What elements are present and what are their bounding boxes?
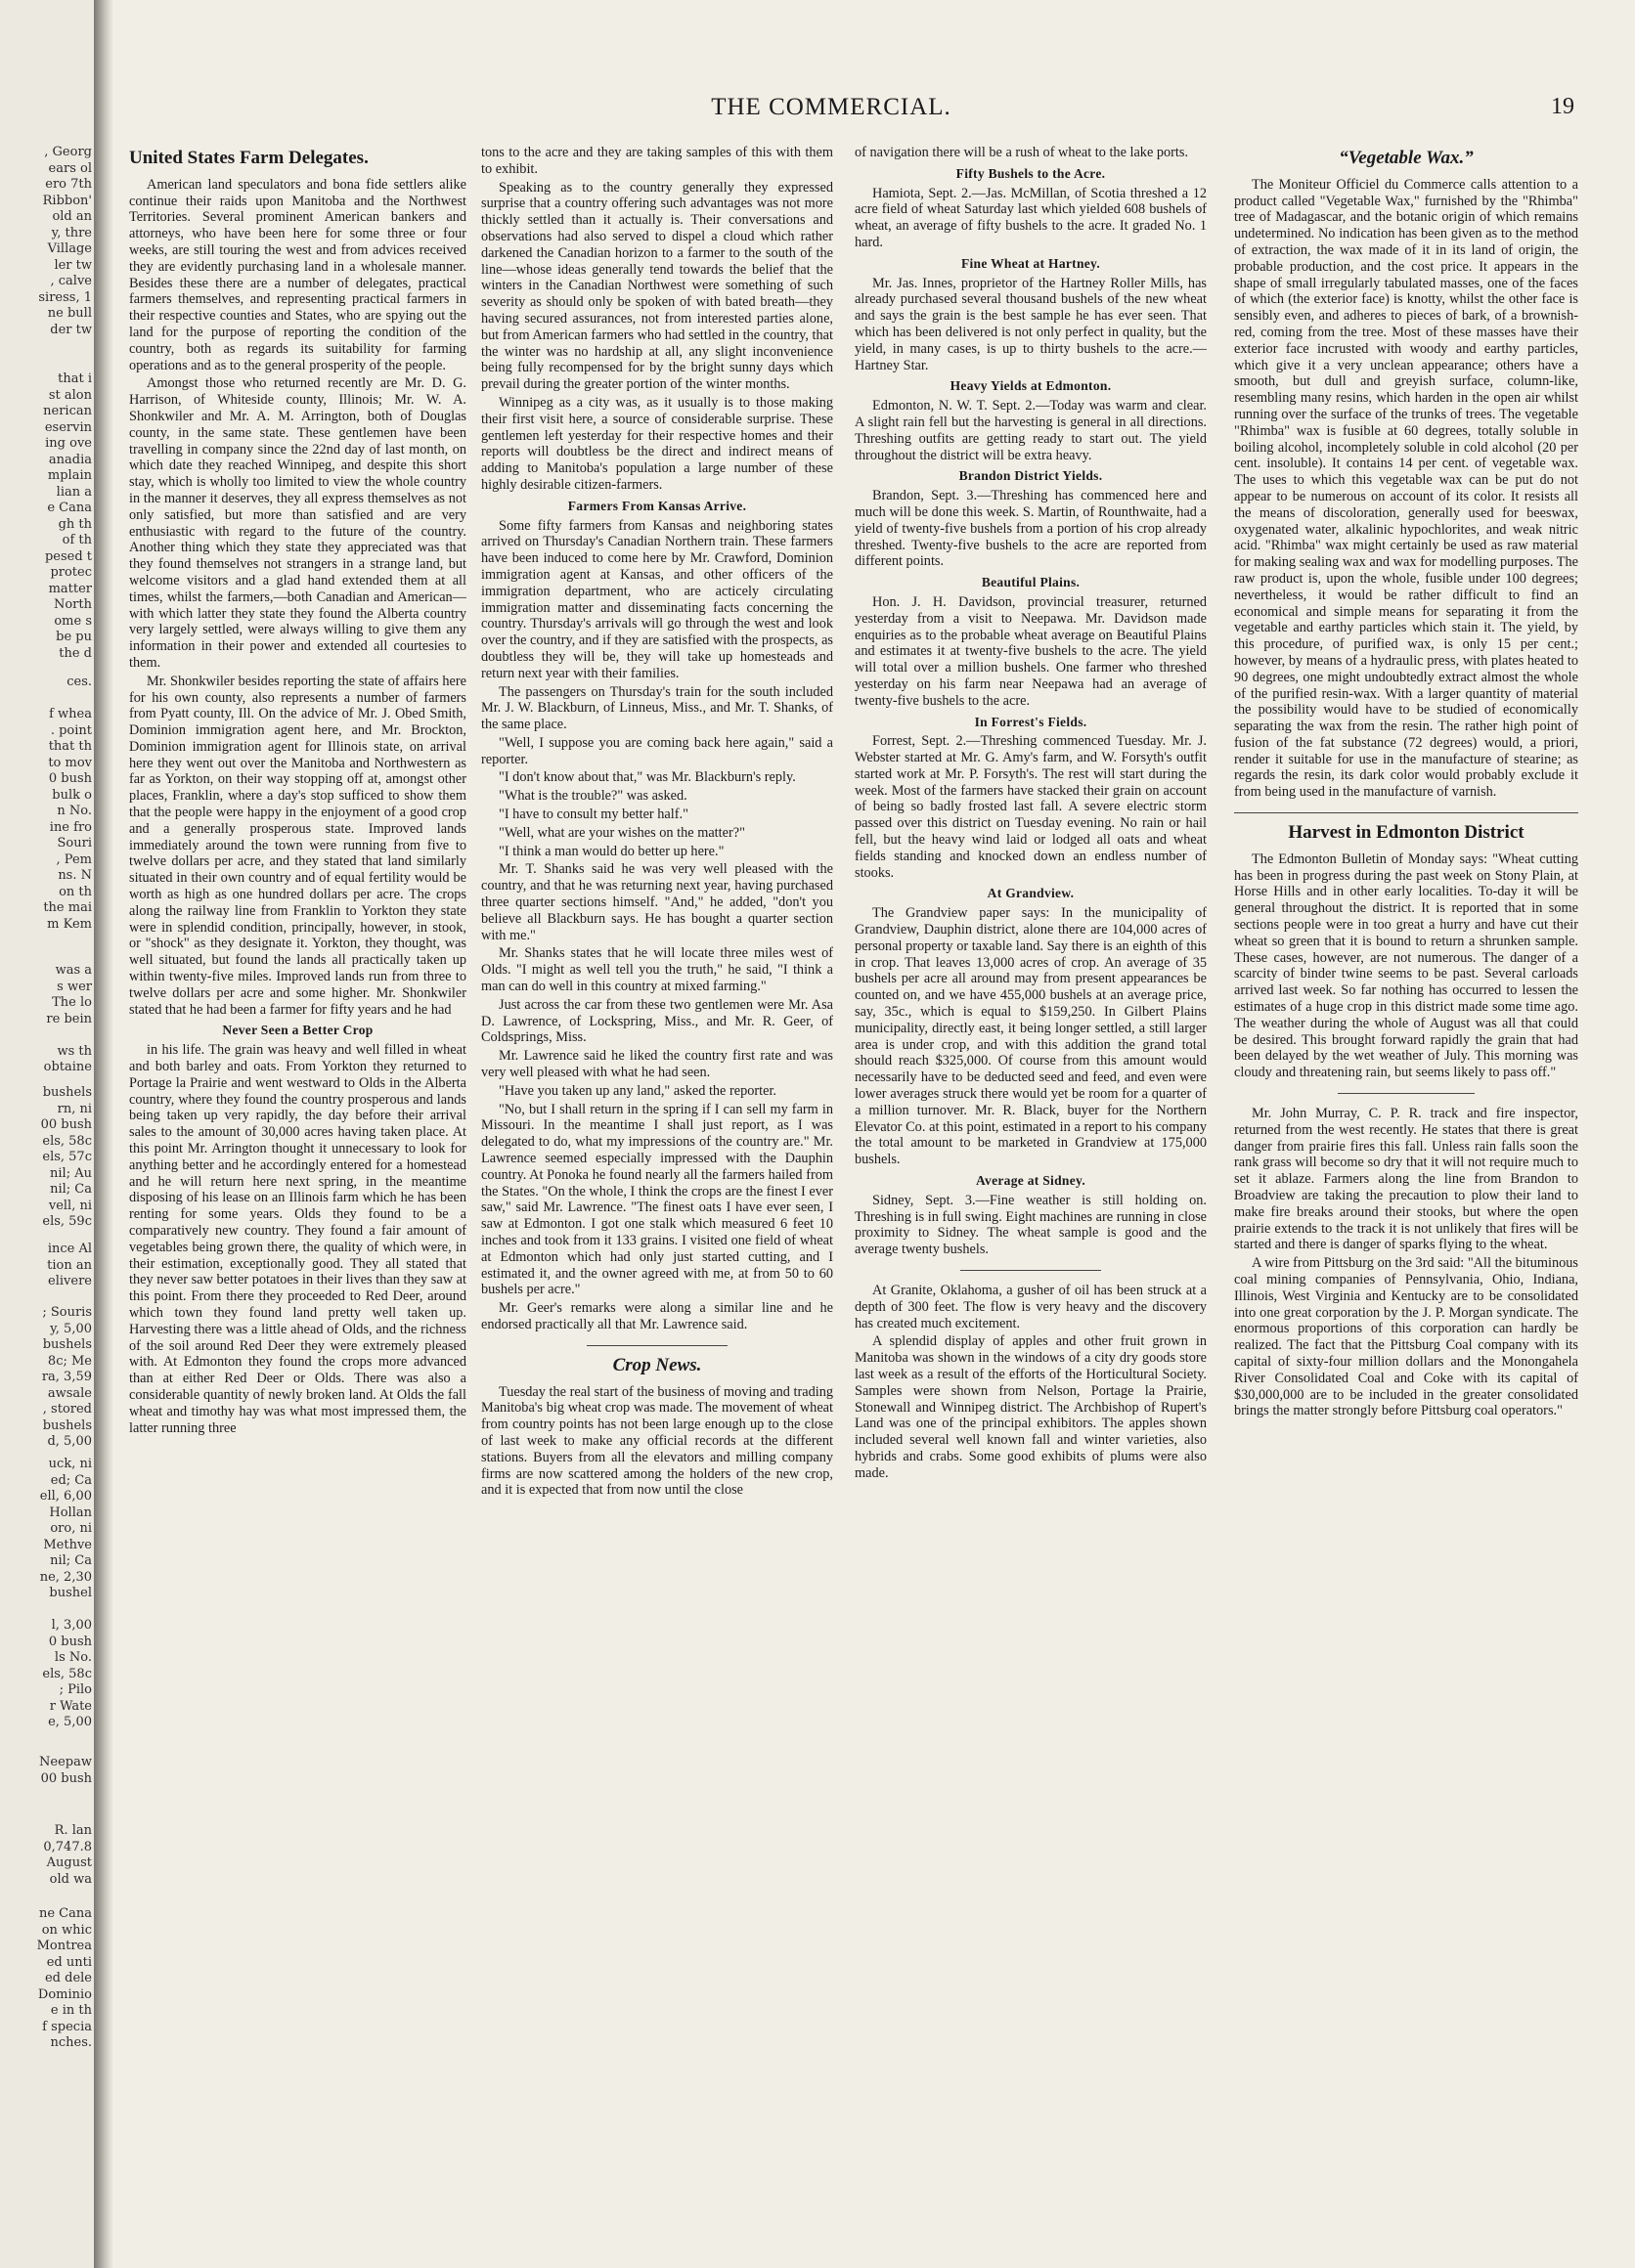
paragraph: Mr. Geer's remarks were along a similar line and he endorsed practically all that Mr. Lawrence said. <box>481 1300 833 1332</box>
paragraph: "What is the trouble?" was asked. <box>499 788 687 805</box>
edge-text-fragment: R. lan 0,747.8 August old wa <box>43 1823 92 1887</box>
section-subhead: Farmers From Kansas Arrive. <box>567 498 747 513</box>
adjacent-page-fragment <box>0 0 94 2268</box>
paragraph: Amongst those who returned recently are Mr. D. G. Harrison, of Whiteside county, Illinois; Mr. W. A. Shonkwiler and Mr. A. M. Arrington, both of Douglas county, in the same state. These gentlemen have been travelling in company since the 22nd day of last month, on which date they reached Winnipeg, and despite this short stay, which is wholly too limited to view the whole country in the manner it deserves, they all express themselves as not only satisfied, but more than satisfied and are very enthusiastic with regard to the future of the country. Another thing which they state they appreciated was that they found themselves not strangers in a strange land, but welcome visitors and a glad hand extended them at all times, whilst the farmers,—both Canadian and American—with which latter they state they found the Alberta country very largely settled, were always willing to give them any information in their power and extended all courtesies to them. <box>129 375 466 671</box>
edge-text-fragment: bushels rn, ni 00 bush els, 58c els, 57c nil; Au nil; Ca vell, ni els, 59c <box>40 1085 92 1229</box>
edge-text-fragment: was a s wer The lo re bein ws th obtaine <box>43 963 92 1074</box>
column-rule <box>587 1345 728 1346</box>
edge-text-fragment: ne Cana on whic Montrea ed unti ed dele Dominio e in th f specia nches. <box>36 1906 92 2050</box>
paragraph: Just across the car from these two gentlemen were Mr. Asa D. Lawrence, of Lockspring, Miss., and Mr. R. Geer, of Coldsprings, Miss. <box>481 996 833 1046</box>
paragraph: Hon. J. H. Davidson, provincial treasurer, returned yesterday from a visit to Neepawa. Mr. Davidson made enquiries as to the probable wheat average on Beautiful Plains and estimates it at twenty-five bushels to the acre. The yield will total over a million bushels. One farmer who threshed yesterday on his farm near Neepawa had an average of twenty-five bushels to the acre. <box>855 593 1207 709</box>
paragraph: Winnipeg as a city was, as it usually is to those making their first visit here, a source of considerable surprise. These gentlemen left yesterday for their respective homes and their reports will doubtless be the direct and indirect means of adding to Manitoba's population a large number of these highly desirable citizen-farmers. <box>481 394 833 493</box>
paragraph: Speaking as to the country generally they expressed surprise that a country offering such advantages was not more thickly settled than it actually is. Their conversations and observations had also served to dispel a cloud which rather darkened the Canadian horizon to a farmer to the south of the line—whose ideas generally tend towards the belief that the winters in the Canadian Northwest were something of such severity as should only be spoken of with bated breath—they having secured assurances, not from interested parties alone, but from American farmers who had settled in the country, that the winter was no hardship at all, any slight inconvenience being fully recompensed for by the bright sunny days which prevail during the greater portion of the winter months. <box>481 179 833 393</box>
running-head <box>0 94 1635 133</box>
section-subhead: Never Seen a Better Crop <box>222 1023 374 1038</box>
paragraph: Mr. T. Shanks said he was very well pleased with the country, and that he was returning next year, having purchased three quarter sections himself. "And," he added, "don't you believe all Blackburn says. He has bought a quarter section with me." <box>481 861 833 943</box>
paragraph: Mr. Shonkwiler besides reporting the state of affairs here for his own county, also represents a number of farmers from Pyatt county, Ill. On the advice of Mr. J. Obed Smith, Dominion immigration agent here, and Mr. Brockton, Dominion immigration agent for Illinois state, on arrival here they went out over the Manitoba and Northwestern as far as Yorkton, on their way stopping off at, amongst other places, Franklin, where a day's stop sufficed to show them that the people were happy in the enjoyment of a good crop and a generally prosperous state. Improved lands immediately around the town were running from five to twelve dollars per acre, and they stated that land similarly situated in their own country and of equal fertility would be worth as high as one hundred dollars per acre. The crops along the railway line from Franklin to Yorkton they state were in splendid condition, principally, however, in stook, or "shock" as they designate it. Yorkton, they thought, was well situated, but found the lands all practically taken up within twenty-five miles. Improved lands run from three to twelve dollars per acre and some higher. Mr. Shonkwiler stated that he had been a farmer for fifty years and he had <box>129 673 466 1018</box>
publication-title: THE COMMERCIAL. <box>711 94 951 120</box>
paragraph: in his life. The grain was heavy and well filled in wheat and both barley and oats. From Yorkton they returned to Portage la Prairie and went westward to Olds in the Alberta country, where they found the country prosperous and lands being taken up very rapidly, the day before their arrival sales to the amount of 30,000 acres having taken place. At this point Mr. Arrington thought it unnecessary to look for anything better and he accordingly entered for a homestead and he will return here next spring, in the meantime disposing of his lease on an Illinois farm which he has been renting for some years. Olds they found to be a comparatively new country. They found a fair amount of vegetables being grown there, the quality of which were, in their estimation, exceptionally good. They all stated that they never saw better potatoes in their lives than they saw at this point. From there they proceeded to Red Deer, around which town they found land pretty well taken up. Harvesting there was a little ahead of Olds, and the richness of the soil around Red Deer they were extremely pleased with. At Edmonton they found the crops more advanced than at either Red Deer or Olds. There was also a considerable quantity of newly broken land. At Olds the fall wheat and timothy hay was what most impressed them, the latter running three <box>129 1042 466 1436</box>
paragraph: The Moniteur Officiel du Commerce calls attention to a product called "Vegetable Wax," furnished by the "Rhimba" tree of Madagascar, and the botanic origin of which remains undetermined. No indication has been given as to the method of extraction, the wax made of it in its land of origin, the probable production, and the cost price. It appears in the shape of small irregularly tabulated masses, one of the faces of which (the exterior face) is knotty, whilst the other face is sensibly even, and adheres to pieces of bark, of a brownish-red, coming from the tree. Most of these masses have their exterior face incrusted with woody and earthy particles, which give it a very unclean appearance; others have a smooth, but dull and greyish surface, column-like, resembling many resins, which harden in the open air whilst running over the surface of the trunks of trees. The vegetable "Rhimba" wax is fusible at 60 degrees, totally soluble in boiling alcohol, incompletely soluble in cold alcohol (20 per cent. insoluble). It contains 14 per cent. of vegetable wax. The uses to which this vegetable wax can be put do not appear to be numerous on account of its color. It resists all the means of discoloration, generally used for beeswax, oxygenated water, alkalinic hypochlorites, and weak nitric acid. "Rhimba" wax might certainly be used as raw material for making sealing wax and wax for modelling purposes. The raw product is, upon the whole, fusible under 100 degrees; nevertheless, it would be rather difficult to find an economical and simple means for separating it from the vegetable and earthy particles which stain it. The yield, by this procedure, of purified wax, is only 15 per cent.; however, by means of a hydraulic press, with plates heated to 90 degrees, one might undoubtedly extract almost the whole of the purified resin-wax. With a larger quantity of material the possibility would have to be studied of economically separating the wax from the resin. The rather high point of fusion of the fat substance (72 degrees) would, a priori, render it suitable for use in the manufacture of stearine; as regards the resin, its dark color would probably exclude it from being used in the manufacture of varnish. <box>1234 176 1578 801</box>
edge-text-fragment: ; Souris y, 5,00 bushels 8c; Me ra, 3,59 awsale , stored bushels d, 5,00 <box>41 1305 92 1449</box>
edge-text-fragment: , Georg ears ol ero 7th Ribbon' old an y, thre Village ler tw , calve siress, 1 ne bull der tw <box>38 145 92 337</box>
paragraph: The passengers on Thursday's train for the south included Mr. J. W. Blackburn, of Linneus, Miss., and Mr. T. Shanks, of the same place. <box>481 683 833 733</box>
paragraph: At Granite, Oklahoma, a gusher of oil has been struck at a depth of 300 feet. The flow is very heavy and the discovery has created much excitement. <box>855 1283 1207 1331</box>
section-subhead: Beautiful Plains. <box>981 575 1081 590</box>
section-subhead: Fifty Bushels to the Acre. <box>955 165 1106 181</box>
paragraph: Hamiota, Sept. 2.—Jas. McMillan, of Scotia threshed a 12 acre field of wheat Saturday last which yielded 608 bushels of wheat, an average of fifty bushels to the acre. It graded No. 1 hard. <box>855 185 1207 250</box>
edge-text-fragment: ince Al tion an elivere <box>47 1242 92 1288</box>
section-subhead: At Grandview. <box>987 886 1075 901</box>
column-4 <box>1234 145 1578 2237</box>
article-headline: Crop News. <box>612 1354 702 1375</box>
paragraph: "No, but I shall return in the spring if I can sell my farm in Missouri. In the meantime I shall just report, as I was delegated to do, what my impressions of the country are." Mr. Lawrence seemed especially impressed with the Dauphin country. At Ponoka he found nearly all the farmers hailed from the States. "On the whole, I think the crops are the finest I ever saw," said Mr. Lawrence. "The finest oats I have ever seen, I saw at Edmonton. I got one stalk which measured 6 feet 10 inches and took from it 133 grains. I visited one field of wheat at Edmonton which had only just started cutting, and I estimated it, and the owner agreed with me, at from 50 to 60 bushels per acre." <box>481 1101 833 1298</box>
paragraph: of navigation there will be a rush of wheat to the lake ports. <box>855 145 1189 160</box>
paragraph: A splendid display of apples and other fruit grown in Manitoba was shown in the windows of a city dry goods store last week as a result of the efforts of the Horticultural Society. Samples were shown from Nelson, Portage la Prairie, Stonewall and Winnipeg district. The Archbishop of Rupert's Land was one of the principal exhibitors. The apples shown included several well known fall and winter varieties, also hybrids and crabs. Some good exhibits of plums were also made. <box>855 1333 1207 1481</box>
binding-gutter <box>94 0 113 2268</box>
paragraph: A wire from Pittsburg on the 3rd said: "All the bituminous coal mining companies of Pennsylvania, Ohio, Indiana, Illinois, West Virginia and Kentucky are to be consolidated into one great corporation by the J. P. Morgan syndicate. The enormous proportions of this corporation can hardly be realized. The fact that the Pittsburg Coal company with its capital of sixty-four million dollars and the Monongahela River Consolidated Coal and Coke with its capital of $30,000,000 are to be included in the greater consolidated brings the matter strongly before Pittsburg coal operators." <box>1234 1255 1578 1419</box>
section-subhead: Heavy Yields at Edmonton. <box>950 378 1112 394</box>
column-1 <box>129 145 466 2237</box>
section-subhead: Average at Sidney. <box>975 1173 1085 1189</box>
paragraph: Sidney, Sept. 3.—Fine weather is still holding on. Threshing is in full swing. Eight machines are running in close proximity to Sidney. The wheat sample is good and the average twenty bushels. <box>855 1192 1207 1258</box>
paragraph: "I have to consult my better half." <box>499 807 688 823</box>
paragraph: Mr. Lawrence said he liked the country first rate and was very well pleased with what he had seen. <box>481 1048 833 1081</box>
column-2 <box>481 145 833 2237</box>
section-subhead: Fine Wheat at Hartney. <box>960 255 1101 271</box>
edge-text-fragment: l, 3,00 0 bush ls No. els, 58c ; Pilo r Wate e, 5,00 <box>42 1618 92 1729</box>
article-headline: “Vegetable Wax.” <box>1339 148 1474 168</box>
column-rule <box>1234 812 1578 813</box>
article-headline: United States Farm Delegates. <box>129 148 369 168</box>
section-subhead: Brandon District Yields. <box>958 468 1103 484</box>
paragraph: American land speculators and bona fide settlers alike continue their raids upon Manitoba and the Northwest Territories. Several prominent American bankers and attorneys, who have been here for some three or four weeks, are still touring the west and from advices received they are evidently purchasing land in a wholesale manner. Besides these there are a number of delegates, practical farmers themselves, and representing practical farmers in their respective counties and States, who are spying out the land for the purpose of reporting the condition of the country, both as regards its suitability for farming operations and as to the general prosperity of the people. <box>129 176 466 373</box>
paragraph: Mr. Shanks states that he will locate three miles west of Olds. "I might as well tell you the truth," he said, "I think a man can do well in this country at mixed farming." <box>481 945 833 995</box>
edge-text-fragment: that i st alon nerican eservin ing ove anadia mplain lian a e Cana gh th of th pesed t protec matter North ome s be pu the d <box>43 371 92 661</box>
paragraph: Mr. Jas. Innes, proprietor of the Hartney Roller Mills, has already purchased several thousand bushels of the new wheat and says the grain is the best sample he has ever seen. That which has been delivered is not only perfect in quality, but the yield, in many cases, is up to thirty bushels to the acre.—Hartney Star. <box>855 275 1207 373</box>
column-rule <box>960 1270 1101 1271</box>
paragraph: The Grandview paper says: In the municipality of Grandview, Dauphin district, alone there are 104,000 acres of personal property or taxable land. Say there is an eighth of this in crop. That leaves 13,000 acres of crop. An average of 35 bushels per acre all around may from present appearances be counted on, and we have 455,000 bushels at an average price, say, 35c., which is equal to $159,250. In Gilbert Plains municipality, directly east, it being longer settled, a still larger area is under crop, and with this addition the grand total should reach $325,000. Of course from this amount would necessarily have to be deducted seed and feed, and even were lower averages struck there would yet be room for a quarter of a million turnover. Mr. R. Black, buyer for the Northern Elevator Co. at this point, estimated in a report to his company the total amount to be marketed in Grandview at 175,000 bushels. <box>855 905 1207 1168</box>
paragraph: "Well, I suppose you are coming back here again," said a reporter. <box>481 734 833 767</box>
paragraph: tons to the acre and they are taking samples of this with them to exhibit. <box>481 145 833 177</box>
edge-text-fragment: Neepaw 00 bush <box>39 1755 92 1786</box>
paragraph: Some fifty farmers from Kansas and neighboring states arrived on Thursday's Canadian Northern train. These farmers have been induced to come here by Mr. Crawford, Dominion immigration agent at Kansas, and other officers of the immigration department, who are acticely circulating immigration matter and disseminating facts concerning the country. Thursday's arrivals will go through the west and look over the country, and if they are satisfied with the prospects, as doubtless they will be, they will take up homesteads and return next year with their families. <box>481 517 833 681</box>
article-headline: Harvest in Edmonton District <box>1288 822 1525 844</box>
edge-text-fragment: ces. f whea . point that th to mov 0 bush bulk o n No. ine fro Souri , Pem ns. N on th the mai m Kem <box>43 675 92 932</box>
paragraph: "Have you taken up any land," asked the reporter. <box>499 1082 777 1099</box>
page-number: 19 <box>1551 94 1574 119</box>
column-3 <box>855 145 1207 2237</box>
column-rule <box>1338 1093 1476 1094</box>
paragraph: "I think a man would do better up here." <box>499 843 725 859</box>
paragraph: Brandon, Sept. 3.—Threshing has commenced here and much will be done this week. S. Martin, of Rounthwaite, had a yield of twenty-five bushels from a portion of his crop already threshed. Twenty-five bushels to the acre are reported from different points. <box>855 488 1207 570</box>
paragraph: Tuesday the real start of the business of moving and trading Manitoba's big wheat crop was made. The movement of wheat from country points has not been large enough up to the close of last week to make any official records at the different stations. Buyers from all the elevators and milling company firms are now scattered among the holders of the new crop, and it is expected that from now until the close <box>481 1383 833 1499</box>
paragraph: The Edmonton Bulletin of Monday says: "Wheat cutting has been in progress during the past week on Stony Plain, at Horse Hills and in other early localities. To-day it will be general throughout the district. It is reported that in some sections people were in too great a hurry and have cut their wheat so green that it is bound to return a shrunken sample. These cases, however, are not numerous. The danger of a scarcity of binder twine seems to be past. Several carloads arrived last week. So far nothing has occurred to lessen the estimates of a huge crop in this district made some time ago. The weather during the whole of August was all that could be desired. This brought forward rapidly the grain that had been delayed by the wet weather of July. This morning was cloudy and threatening rain, but seems likely to pass off." <box>1234 850 1578 1081</box>
section-subhead: In Forrest's Fields. <box>974 714 1087 729</box>
paragraph: Edmonton, N. W. T. Sept. 2.—Today was warm and clear. A slight rain fell but the harvesting is general in all directions. Threshing outfits are getting ready to start out. The yield throughout the district will be extra heavy. <box>855 398 1207 463</box>
paragraph: "I don't know about that," was Mr. Blackburn's reply. <box>499 769 796 786</box>
paragraph: Mr. John Murray, C. P. R. track and fire inspector, returned from the west recently. He states that there is great danger from prairie fires this fall. Unless rain falls soon the rank grass will become so dry that it will not require much to set it ablaze. Farmers along the line from Brandon to Broadview are taking the precaution to plow their land to make fire breaks around their stooks, but where the open prairie extends to the track it is not unlikely that fires will be started and there is danger of sparks flying to the wheat. <box>1234 1106 1578 1253</box>
paragraph: "Well, what are your wishes on the matter?" <box>499 824 745 841</box>
paragraph: Forrest, Sept. 2.—Threshing commenced Tuesday. Mr. J. Webster started at Mr. G. Amy's farm, and W. Forsyth's outfit started work at Mr. P. Forsyth's. The rest will start during the week. Most of the farmers have stacked their grain on account of being so badly frosted last fall. A severe electric storm passed over this district on Tuesday evening. No rain or hail fell, but the heavy wind laid or lodged all oats and wheat fields standing and knocked down an endless number of stooks. <box>855 733 1207 881</box>
edge-text-fragment: uck, ni ed; Ca ell, 6,00 Hollan oro, ni Methve nil; Ca ne, 2,30 bushel <box>39 1457 92 1600</box>
